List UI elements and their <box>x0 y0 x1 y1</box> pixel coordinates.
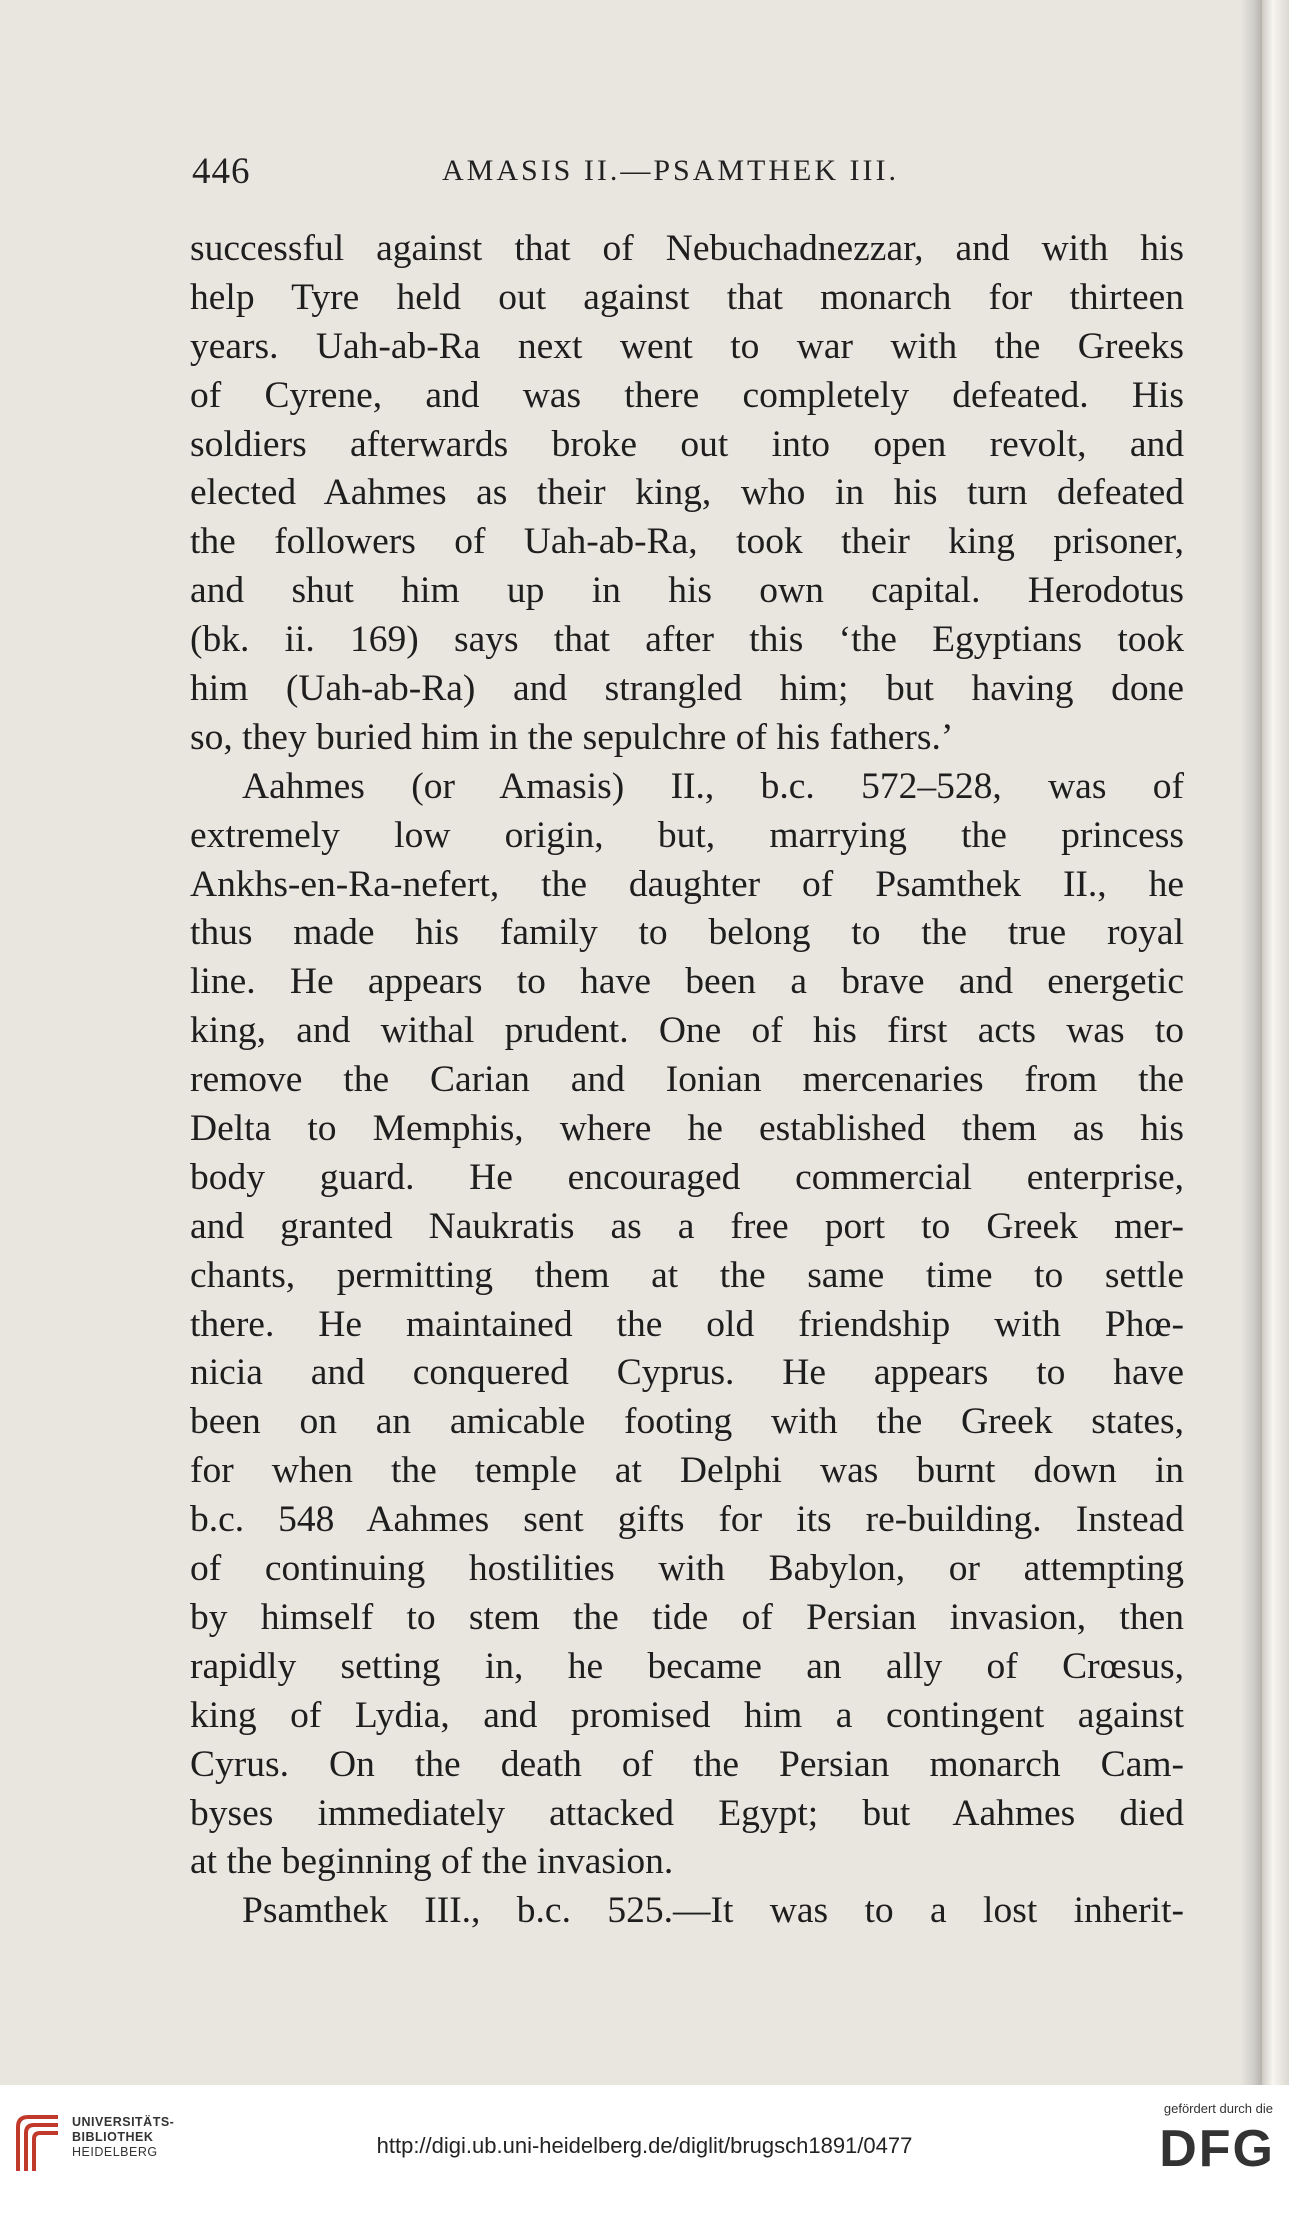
text-line: the followers of Uah-ab-Ra, took their king prisoner, <box>190 521 1184 563</box>
text-line: and granted Naukratis as a free port to Greek mer- <box>190 1205 1184 1247</box>
text-line: extremely low origin, but, marrying the princess <box>190 814 1184 856</box>
text-line: Cyrus. On the death of the Persian monarch Cam- <box>190 1743 1184 1785</box>
page-header <box>192 150 1192 200</box>
text-line: him (Uah-ab-Ra) and strangled him; but having done <box>190 668 1184 710</box>
text-line: for when the temple at Delphi was burnt down in <box>190 1450 1184 1492</box>
text-line: at the beginning of the invasion. <box>190 1841 674 1883</box>
library-line: BIBLIOTHEK <box>72 2130 154 2144</box>
text-line: successful against that of Nebuchadnezzar, and with his <box>190 228 1184 269</box>
text-line: line. He appears to have been a brave and energetic <box>190 961 1184 1003</box>
text-line: (bk. ii. 169) says that after this ‘the Egyptians took <box>190 619 1184 661</box>
footer-bar <box>0 2085 1289 2214</box>
page-edge <box>1262 0 1289 2085</box>
text-line: been on an amicable footing with the Greek states, <box>190 1401 1184 1443</box>
running-head: AMASIS II.—PSAMTHEK III. <box>442 154 900 187</box>
text-line: Psamthek III., b.c. 525.—It was to a lost inherit- <box>242 1890 1184 1932</box>
funding-text: gefördert durch die <box>1163 2101 1273 2116</box>
text-line: so, they buried him in the sepulchre of his fathers.’ <box>190 716 954 758</box>
text-line: rapidly setting in, he became an ally of Crœsus, <box>190 1645 1184 1687</box>
gutter-shadow <box>1240 0 1262 2085</box>
text-line: soldiers afterwards broke out into open revolt, and <box>190 423 1184 465</box>
text-line: b.c. 548 Aahmes sent gifts for its re-building. Instead <box>190 1499 1184 1541</box>
page-number: 446 <box>192 151 251 192</box>
text-line: help Tyre held out against that monarch for thirteen <box>190 276 1184 318</box>
text-line: byses immediately attacked Egypt; but Aahmes died <box>190 1792 1184 1834</box>
text-line: remove the Carian and Ionian mercenaries from the <box>190 1059 1184 1101</box>
text-line: Delta to Memphis, where he established them as his <box>190 1108 1184 1150</box>
library-line: UNIVERSITÄTS- <box>72 2115 175 2129</box>
text-line: Aahmes (or Amasis) II., b.c. 572–528, was of <box>242 765 1184 807</box>
text-line: king, and withal prudent. One of his first acts was to <box>190 1010 1184 1052</box>
text-line: body guard. He encouraged commercial enterprise, <box>190 1156 1184 1198</box>
body-text <box>190 225 1184 1936</box>
text-line: of continuing hostilities with Babylon, or attempting <box>190 1548 1184 1590</box>
text-line: king of Lydia, and promised him a contingent against <box>190 1694 1184 1736</box>
text-line: thus made his family to belong to the true royal <box>190 912 1184 954</box>
library-line: HEIDELBERG <box>72 2145 158 2159</box>
text-line: by himself to stem the tide of Persian invasion, then <box>190 1596 1184 1638</box>
text-line: chants, permitting them at the same time to settle <box>190 1254 1184 1296</box>
text-line: nicia and conquered Cyprus. He appears to have <box>190 1352 1184 1394</box>
text-line: there. He maintained the old friendship with Phœ- <box>190 1303 1184 1345</box>
text-line: years. Uah-ab-Ra next went to war with the Greeks <box>190 325 1184 367</box>
dfg-logo: DFG <box>1159 2120 1275 2178</box>
text-line: and shut him up in his own capital. Herodotus <box>190 570 1184 612</box>
text-line: of Cyrene, and was there completely defeated. His <box>190 374 1184 416</box>
text-line: Ankhs-en-Ra-nefert, the daughter of Psamthek II., he <box>190 863 1184 905</box>
permalink-url[interactable]: http://digi.ub.uni-heidelberg.de/diglit/brugsch1891/0477 <box>376 2133 913 2158</box>
text-line: elected Aahmes as their king, who in his turn defeated <box>190 472 1184 514</box>
